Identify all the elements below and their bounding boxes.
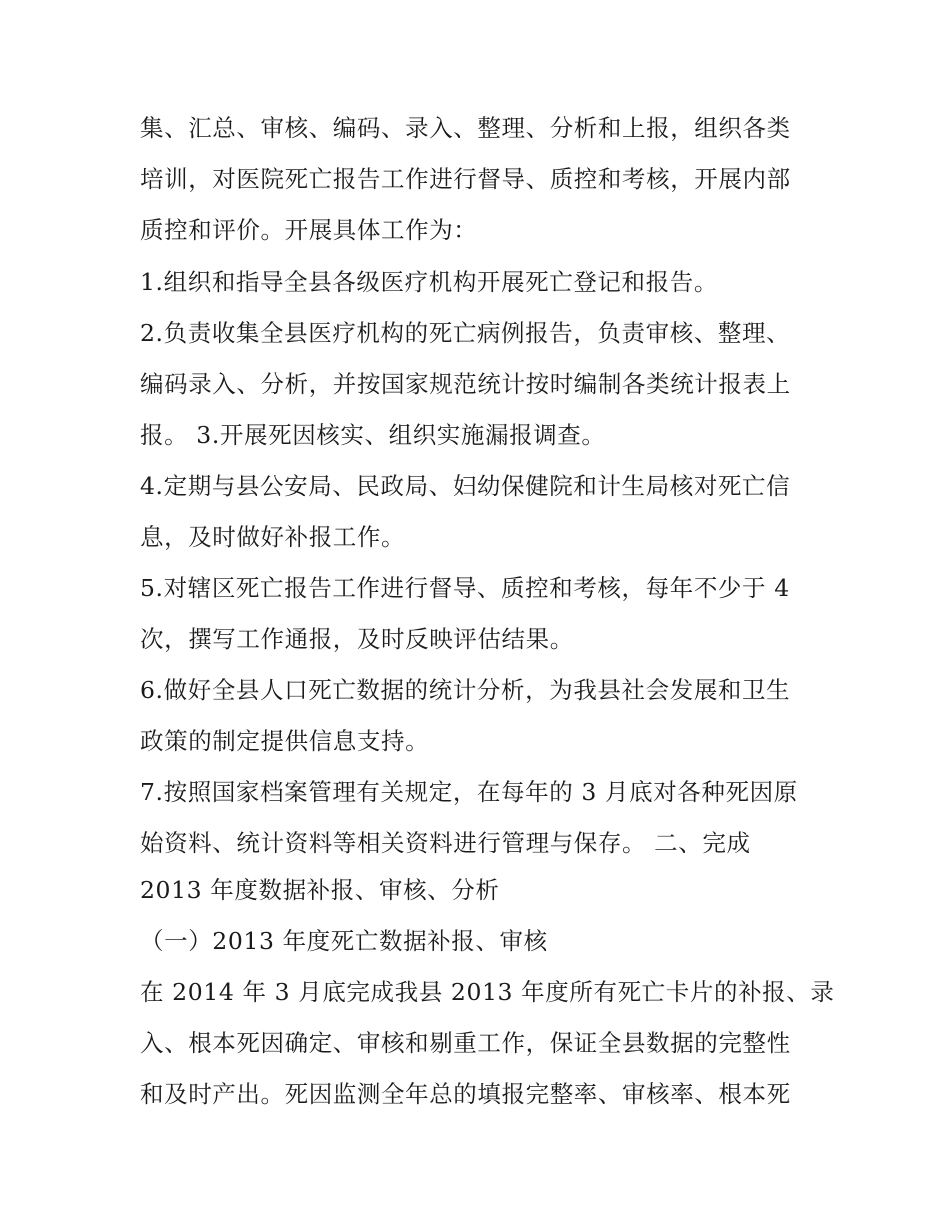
text-line: 息，及时做好补报工作。 xyxy=(140,523,406,551)
text-line: 培训，对医院死亡报告工作进行督导、质控和考核，开展内部 xyxy=(140,165,791,193)
text-line: 报。 3.开展死因核实、组织实施漏报调查。 xyxy=(140,421,606,449)
text-line: 6.做好全县人口死亡数据的统计分析，为我县社会发展和卫生 xyxy=(140,676,791,704)
text-line: （一）2013 年度死亡数据补报、审核 xyxy=(140,927,548,955)
text-line: 入、根本死因确定、审核和剔重工作，保证全县数据的完整性 xyxy=(140,1029,791,1057)
text-line: 1.组织和指导全县各级医疗机构开展死亡登记和报告。 xyxy=(140,268,718,296)
text-line: 5.对辖区死亡报告工作进行督导、质控和考核，每年不少于 4 xyxy=(140,574,790,602)
text-line: 7.按照国家档案管理有关规定，在每年的 3 月底对各种死因原 xyxy=(140,778,798,806)
text-line: 次，撰写工作通报，及时反映评估结果。 xyxy=(140,625,574,653)
text-line: 4.定期与县公安局、民政局、妇幼保健院和计生局核对死亡信 xyxy=(140,472,791,500)
text-line: 2013 年度数据补报、审核、分析 xyxy=(140,876,500,904)
text-line: 质控和评价。开展具体工作为： xyxy=(140,216,478,244)
text-line: 编码录入、分析，并按国家规范统计按时编制各类统计报表上 xyxy=(140,370,791,398)
text-line: 政策的制定提供信息支持。 xyxy=(140,727,430,755)
text-line: 始资料、统计资料等相关资料进行管理与保存。 二、完成 xyxy=(140,829,751,857)
text-line: 在 2014 年 3 月底完成我县 2013 年度所有死亡卡片的补报、录 xyxy=(140,978,835,1006)
text-line: 2.负责收集全县医疗机构的死亡病例报告，负责审核、整理、 xyxy=(140,319,791,347)
text-line: 集、汇总、审核、编码、录入、整理、分析和上报，组织各类 xyxy=(140,114,791,142)
text-line: 和及时产出。死因监测全年总的填报完整率、审核率、根本死 xyxy=(140,1080,791,1108)
